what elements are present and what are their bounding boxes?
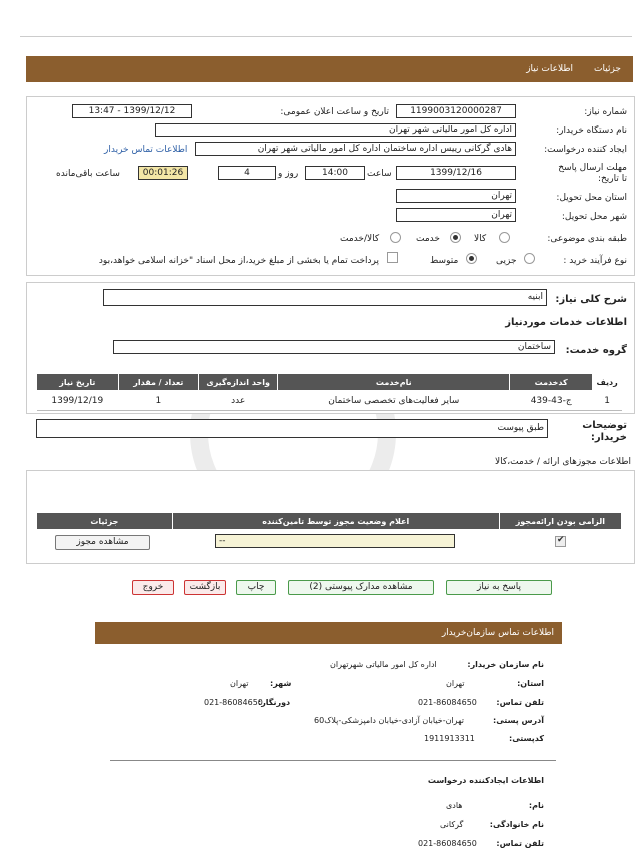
creator-phone-label: تلفن تماس: xyxy=(496,839,544,848)
remaining-time-field: 00:01:26 xyxy=(138,166,188,180)
print-button[interactable]: چاپ xyxy=(236,580,276,595)
cell-date: 1399/12/19 xyxy=(51,395,104,406)
service-group-field: ساختمان xyxy=(113,340,555,354)
buyer-notes-label: توضیحات خریدار: xyxy=(582,420,627,443)
days-label: روز و xyxy=(278,169,299,179)
page-header xyxy=(26,56,633,82)
services-table xyxy=(36,373,622,411)
days-field: 4 xyxy=(218,166,276,180)
general-desc-label: شرح کلی نیاز: xyxy=(555,294,627,305)
process-medium-radio[interactable] xyxy=(466,253,477,264)
fax-label: دورنگار: xyxy=(258,698,291,707)
buyer-contact-link[interactable]: اطلاعات تماس خریدار xyxy=(104,145,188,155)
col-unit: واحد اندازه‌گیری xyxy=(198,374,277,391)
category-goods-service-radio[interactable] xyxy=(390,232,401,243)
province-contact-value: تهران xyxy=(446,679,465,688)
permit-col-required: الزامی بودن ارائه‌مجوز xyxy=(499,513,621,530)
service-group-label: گروه خدمت: xyxy=(565,345,627,356)
permit-required-checkbox xyxy=(555,536,566,547)
category-goods-label: کالا xyxy=(474,234,487,244)
creator-label: ایجاد کننده درخواست: xyxy=(544,145,627,155)
col-date: تاریخ نیاز xyxy=(37,374,119,391)
city-field: تهران xyxy=(396,208,516,222)
process-label: نوع فرآیند خرید : xyxy=(563,256,627,266)
permit-col-status: اعلام وضعیت مجوز توسط تامین‌کننده xyxy=(172,513,499,530)
col-row: ردیف xyxy=(593,374,622,391)
checkmark-icon: ✔ xyxy=(557,535,565,545)
contact-divider xyxy=(110,760,556,761)
attachments-button[interactable]: مشاهده مدارک پیوستی (2) xyxy=(288,580,434,595)
contact-title: اطلاعات تماس سازمان‌خریدار xyxy=(441,628,554,638)
province-field: تهران xyxy=(396,189,516,203)
process-partial-label: جزیی xyxy=(496,256,517,266)
city-contact-label: شهر: xyxy=(270,679,292,688)
category-service-radio[interactable] xyxy=(450,232,461,243)
services-title: اطلاعات خدمات موردنیاز xyxy=(505,317,627,328)
general-desc-field: ابنیه xyxy=(103,289,547,306)
treasury-payment-checkbox[interactable] xyxy=(387,252,398,263)
province-label: استان محل تحویل: xyxy=(556,193,627,203)
remaining-label: ساعت باقی‌مانده xyxy=(56,169,120,179)
process-medium-label: متوسط xyxy=(430,256,459,266)
permit-col-details: جزئیات xyxy=(37,513,173,530)
creator-info-title: اطلاعات ایجادکننده درخواست xyxy=(427,776,544,785)
province-contact-label: استان: xyxy=(517,679,544,688)
org-label: نام سازمان خریدار: xyxy=(467,660,544,669)
creator-name-value: هادی xyxy=(446,801,463,810)
phone-label: تلفن تماس: xyxy=(496,698,544,707)
category-goods-service-label: کالا/خدمت xyxy=(340,234,380,244)
city-label: شهر محل تحویل: xyxy=(561,212,627,222)
org-value: اداره کل امور مالیاتی شهرتهران xyxy=(330,660,437,669)
postal-label: کدپستی: xyxy=(509,734,544,743)
category-service-label: خدمت xyxy=(416,234,440,244)
category-goods-radio[interactable] xyxy=(499,232,510,243)
contact-header xyxy=(95,622,562,644)
creator-phone-value: 021-86084650 xyxy=(418,839,477,848)
time-label: ساعت xyxy=(367,169,392,179)
cell-unit: عدد xyxy=(231,395,246,406)
need-number-field: 1199003120000287 xyxy=(396,104,516,118)
treasury-payment-note: پرداخت تمام یا بخشی از مبلغ خرید،از محل اسناد "خزانه اسلامی خواهد،بود xyxy=(98,256,379,266)
exit-button[interactable]: خروج xyxy=(132,580,174,595)
creator-field: هادی گرکانی رییس اداره ساختمان اداره کل امور مالیاتی شهر تهران xyxy=(195,142,516,156)
tab-details[interactable]: جزئیات xyxy=(594,64,621,74)
table-row xyxy=(37,391,622,411)
deadline-date-field: 1399/12/16 xyxy=(396,166,516,180)
deadline-label: مهلت ارسال پاسخ تا تاریخ: xyxy=(558,163,627,184)
postal-value: 1911913311 xyxy=(424,734,475,743)
process-partial-radio[interactable] xyxy=(524,253,535,264)
buyer-org-label: نام دستگاه خریدار: xyxy=(556,126,627,136)
city-contact-value: تهران xyxy=(230,679,249,688)
creator-family-value: گرکانی xyxy=(440,820,464,829)
reply-button[interactable]: پاسخ به نیاز xyxy=(446,580,552,595)
permits-title: اطلاعات مجوزهای ارائه / خدمت،کالا xyxy=(495,457,631,467)
back-button[interactable]: بازگشت xyxy=(184,580,226,595)
creator-family-label: نام خانوادگی: xyxy=(489,820,544,829)
category-label: طبقه بندی موضوعی: xyxy=(547,234,627,244)
fax-value: 021-86084650 xyxy=(204,698,263,707)
col-qty: تعداد / مقدار xyxy=(118,374,198,391)
top-divider xyxy=(20,36,632,37)
deadline-time-field: 14:00 xyxy=(305,166,365,180)
cell-qty: 1 xyxy=(155,395,162,406)
creator-name-label: نام: xyxy=(528,801,544,810)
cell-row: 1 xyxy=(604,395,610,406)
tab-need-info[interactable]: اطلاعات نیاز xyxy=(526,64,573,74)
cell-service-code: ج-43-439 xyxy=(530,395,572,406)
col-service-name: نام‌خدمت xyxy=(278,374,510,391)
permits-table-header xyxy=(37,513,622,530)
announce-label: تاریخ و ساعت اعلان عمومی: xyxy=(280,107,389,117)
address-value: تهران-خیابان آزادی-خیابان دامپزشکی-پلاک60 xyxy=(314,716,465,725)
address-label: آدرس پستی: xyxy=(493,716,544,725)
services-table-header xyxy=(37,374,622,391)
buyer-org-field: اداره کل امور مالیاتی شهر تهران xyxy=(155,123,516,137)
phone-value: 021-86084650 xyxy=(418,698,477,707)
announce-field: 1399/12/12 - 13:47 xyxy=(72,104,192,118)
buyer-notes-field: طبق پیوست xyxy=(36,419,548,438)
need-number-label: شماره نیاز: xyxy=(584,107,627,117)
permit-status-field: -- xyxy=(215,534,455,548)
view-permit-button[interactable]: مشاهده مجوز xyxy=(55,535,150,550)
cell-service-name: سایر فعالیت‌های تخصصی ساختمان xyxy=(328,395,460,406)
col-service-code: کدخدمت xyxy=(510,374,593,391)
